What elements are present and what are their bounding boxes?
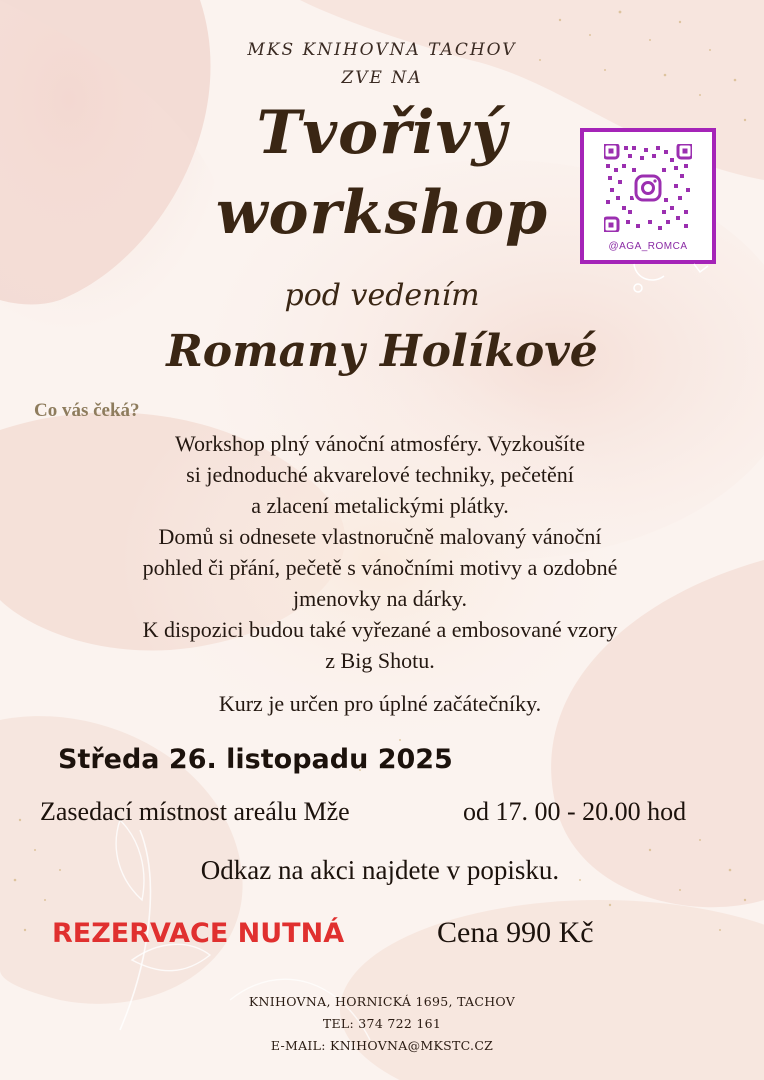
description-line: jmenovky na dárky. [293,586,467,611]
title-line-1: Tvořivý [256,98,508,168]
invites-text: ZVE NA [341,68,423,88]
footer-phone: TEL: 374 722 161 [322,1016,442,1031]
event-time: od 17. 00 - 20.00 hod [463,797,687,826]
title-line-2: workshop [215,178,549,248]
reservation-required: REZERVACE NUTNÁ [52,918,345,949]
qr-pattern [604,144,692,232]
instagram-qr-code[interactable] [580,128,716,264]
link-note: Odkaz na akci najdete v popisku. [200,855,560,885]
event-date: Středa 26. listopadu 2025 [58,744,453,775]
section-heading: Co vás čeká? [34,400,140,421]
description-line: a zlacení metalickými plátky. [251,493,509,518]
footer-address: KNIHOVNA, HORNICKÁ 1695, TACHOV [248,994,516,1009]
description-line: Workshop plný vánoční atmosféry. Vyzkoušíte [174,431,586,456]
event-location: Zasedací místnost areálu Mže [40,797,350,826]
instructor-name: Romany Holíkové [166,326,598,377]
workshop-description [20,428,740,676]
description-line: K dispozici budou také vyřezané a embosované vzory [142,617,618,642]
footer-email: E-MAIL: KNIHOVNA@MKSTC.CZ [270,1038,494,1053]
event-price: Cena 990 Kč [437,916,594,949]
course-level-note: Kurz je určen pro úplné začátečníky. [218,691,542,716]
subtitle-led-by: pod vedením [284,278,480,313]
organizer-name: MKS KNIHOVNA TACHOV [247,40,517,60]
description-line: si jednoduché akvarelové techniky, pečetění [186,462,574,487]
instagram-handle: @AGA_ROMCA [608,241,688,252]
description-line: Domů si odnesete vlastnoručně malovaný vánoční [158,524,602,549]
qr-hanging-ornament [624,262,714,302]
description-line: pohled či přání, pečetě s vánočními motivy a ozdobné [142,555,618,580]
description-line: z Big Shotu. [325,648,435,673]
